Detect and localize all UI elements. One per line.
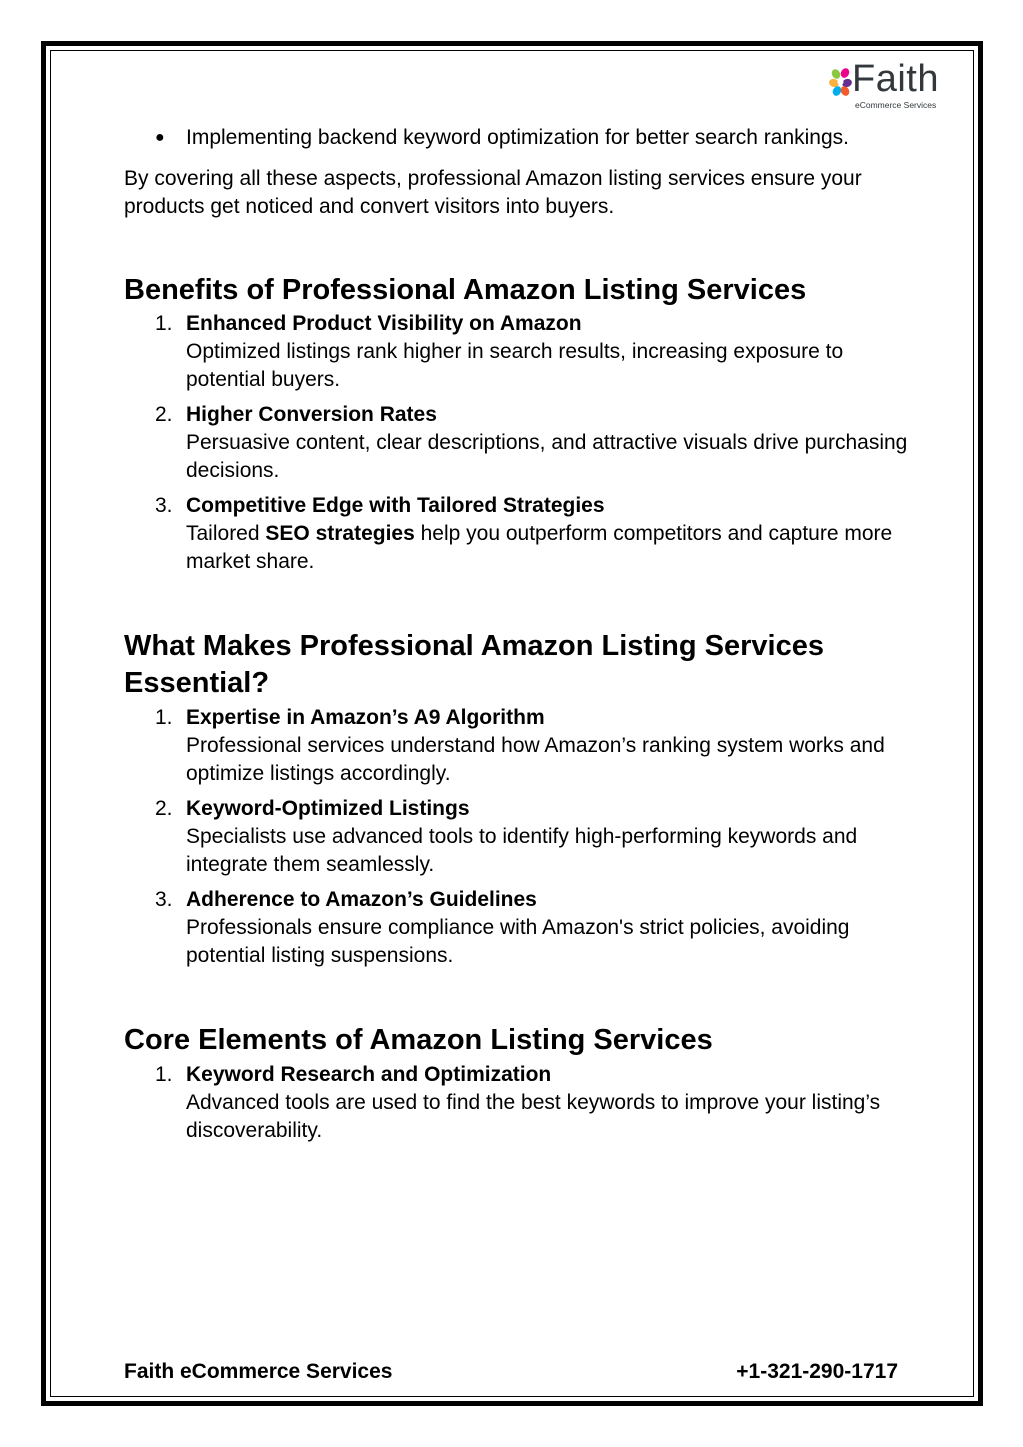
list-item-body: Persuasive content, clear descriptions, and attractive visuals drive purchasing decisions.	[186, 431, 908, 482]
list-item	[124, 492, 914, 576]
list-number: 2.	[155, 797, 173, 820]
bullet-text: Implementing backend keyword optimization for better search rankings.	[186, 126, 849, 149]
section-heading: Benefits of Professional Amazon Listing Services	[124, 274, 807, 306]
list-item-title: Competitive Edge with Tailored Strategies	[186, 494, 605, 517]
list-item-title: Expertise in Amazon’s A9 Algorithm	[186, 706, 545, 729]
list-item	[124, 1061, 914, 1145]
list-item-body: Optimized listings rank higher in search results, increasing exposure to potential buyers.	[186, 340, 844, 391]
ordered-list	[124, 310, 914, 576]
list-item-title: Higher Conversion Rates	[186, 403, 437, 426]
ordered-list	[124, 704, 914, 970]
seo-strategies-emphasis: SEO strategies	[265, 522, 415, 545]
list-item-title: Keyword Research and Optimization	[186, 1063, 552, 1086]
logo-tagline: eCommerce Services	[855, 100, 937, 110]
section-heading: What Makes Professional Amazon Listing Services Essential?	[124, 630, 824, 699]
list-item-body: Specialists use advanced tools to identify high-performing keywords and integrate them seamlessly.	[186, 825, 858, 876]
list-item-body: Advanced tools are used to find the best keywords to improve your listing’s discoverability.	[186, 1091, 881, 1142]
ordered-list	[124, 1061, 914, 1145]
document-body	[124, 124, 914, 1145]
bullet-icon: ●	[155, 129, 165, 146]
intro-paragraph: By covering all these aspects, professional Amazon listing services ensure your products get noticed and convert visitors into buyers.	[124, 167, 862, 218]
list-item-title: Enhanced Product Visibility on Amazon	[186, 312, 582, 335]
logo-wordmark: Faith	[852, 58, 939, 100]
list-item-title: Adherence to Amazon’s Guidelines	[186, 888, 537, 911]
list-number: 1.	[155, 706, 173, 729]
faith-logo	[828, 58, 958, 114]
list-item-body: Professionals ensure compliance with Amazon's strict policies, avoiding potential listing suspensions.	[186, 916, 850, 967]
flower-icon	[828, 66, 854, 100]
footer-phone: +1-321-290-1717	[736, 1360, 898, 1383]
list-number: 1.	[155, 312, 173, 335]
body-text: help you outperform competitors and capture more market share.	[186, 522, 893, 573]
list-number: 2.	[155, 403, 173, 426]
list-item-body: Professional services understand how Amazon’s ranking system works and optimize listings accordingly.	[186, 734, 885, 785]
footer-company: Faith eCommerce Services	[124, 1360, 393, 1383]
list-item	[124, 886, 914, 970]
body-text: Tailored	[186, 522, 266, 545]
list-number: 1.	[155, 1063, 173, 1086]
list-item	[124, 795, 914, 879]
list-item-body	[186, 520, 914, 576]
list-number: 3.	[155, 494, 173, 517]
list-item	[124, 124, 914, 152]
list-item	[124, 704, 914, 788]
list-item	[124, 401, 914, 485]
section-heading: Core Elements of Amazon Listing Services	[124, 1024, 713, 1056]
list-item-title: Keyword-Optimized Listings	[186, 797, 470, 820]
list-item	[124, 310, 914, 394]
list-number: 3.	[155, 888, 173, 911]
